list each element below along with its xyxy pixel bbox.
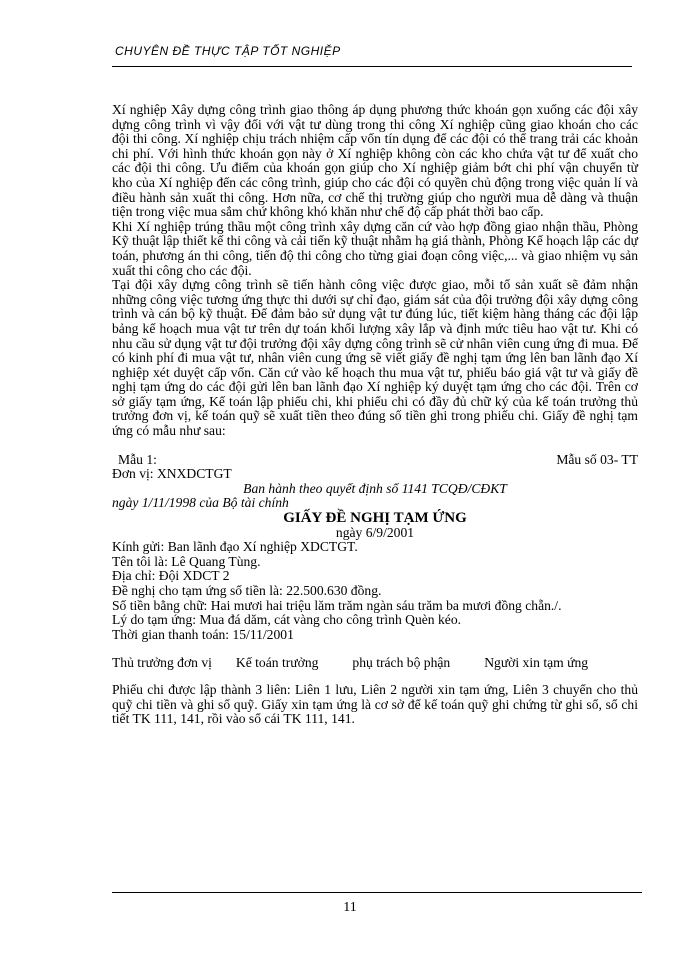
form-meta-row <box>118 453 638 468</box>
signature-chief-accountant: Kế toán trưởng <box>235 655 319 671</box>
signature-director: Thủ trưởng đơn vị <box>112 655 212 671</box>
paragraph-1: Xí nghiệp Xây dựng công trình giao thông áp dụng phương thức khoán gọn xuống các đội xây dựng công trình vì vậy đối với vật tư dùng trong thi công Xí nghiệp cũng giao khoán cho các đội thi công. Xí nghiệp chịu trách nhiệm cấp vốn tín dụng để các đội có thể trang trải các khoản chi phí. Với hình thức khoán gọn này ở Xí nghiệp không còn các kho chứa vật tư để xuất cho các đội thi công. Ưu điểm của khoán gọn giúp cho Xí nghiệp giảm bớt chi phí vận chuyển từ kho của Xí nghiệp đến các công trình, giúp cho các đội có quyền chủ động trong việc quản lí và điều hành sản xuất thi công. Hơn nữa, cơ chế thị trường giúp cho người mua dễ dàng và thuận tiện trong việc mua sắm chứ không khó khăn như chế độ cấp phát thời bao cấp. <box>112 102 638 220</box>
document-body <box>112 103 638 727</box>
form-issued-by: Ban hành theo quyết định số 1141 TCQĐ/CĐKT <box>243 480 507 496</box>
header-rule <box>112 66 632 67</box>
form-payment-date: Thời gian thanh toán: 15/11/2001 <box>112 626 294 642</box>
closing-paragraph: Phiếu chi được lập thành 3 liên: Liên 1 lưu, Liên 2 người xin tạm ứng, Liên 3 chuyển cho thủ quỹ chi tiền và ghi sổ quỹ. Giấy xin tạm ứng là cơ sở để kế toán quỹ ghi chứng từ ghi sổ, sổ chi tiết TK 111, 141, rồi vào sổ cái TK 111, 141. <box>112 681 638 727</box>
form-reason: Lý do tạm ứng: Mua đá dăm, cát vàng cho công trình Quèn kéo. <box>112 612 462 628</box>
signature-row <box>112 656 638 671</box>
signature-applicant: Người xin tạm ứng <box>484 655 589 671</box>
form-title: GIẤY ĐỀ NGHỊ TẠM ỨNG <box>283 510 467 527</box>
page-number: 11 <box>343 900 357 915</box>
form-date: ngày 6/9/2001 <box>335 524 415 540</box>
form-amount: Đề nghị cho tạm ứng số tiền là: 22.500.630 đồng. <box>112 583 382 598</box>
form-address: Địa chỉ: Đội XDCT 2 <box>112 568 230 584</box>
page-header-title: CHUYÊN ĐỀ THỰC TẬP TỐT NGHIỆP <box>115 44 341 58</box>
form-name: Tên tôi là: Lê Quang Tùng. <box>112 553 261 569</box>
form-issued-date: ngày 1/11/1998 của Bộ tài chính <box>112 495 289 511</box>
form-recipient: Kính gửi: Ban lãnh đạo Xí nghiệp XDCTGT. <box>112 539 358 555</box>
form-amount-words: Số tiền bằng chữ: Hai mươi hai triệu lăm trăm ngàn sáu trăm ba mươi đồng chẵn./. <box>112 597 562 613</box>
form-template-label: Mẫu 1: <box>118 451 157 467</box>
paragraph-3: Tại đội xây dựng công trình sẽ tiến hành công việc được giao, mỗi tổ sản xuất sẽ đảm nhận những công việc tương ứng thực thi dưới sự chỉ đạo, giám sát của đội trưởng đội xây dựng công trình và cán bộ kỹ thuật. Để đảm bảo sử dụng vật tư đúng lúc, tiết kiệm hàng tháng các đội lập bảng kế hoạch mua vật tư trên dự toán khối lượng xây lắp và định mức tiêu hao vật tư. Khi có nhu cầu sử dụng vật tư đội trưởng đội xây dựng công trình sẽ cử nhân viên cung ứng đi mua. Để có kinh phí đi mua vật tư, nhân viên cung ứng sẽ viết giấy đề nghị tạm ứng lên ban lãnh đạo Xí nghiệp xét duyệt cấp vốn. Căn cứ vào kế hoạch thu mua vật tư, phiếu báo giá vật tư và giấy đề nghị tạm ứng do các đội gửi lên ban lãnh đạo Xí nghiệp ký duyệt tạm ứng cho các đội. Trên cơ sở giấy tạm ứng, Kế toán lập phiếu chi, khi phiếu chi có đầy đủ chữ ký của kế toán trưởng thủ trưởng đơn vị, kế toán quỹ sẽ xuất tiền theo đúng số tiền ghi trong phiếu chi. Giấy đề nghị tạm ứng có mẫu như sau: <box>112 277 638 439</box>
form-number: Mẫu số 03- TT <box>556 451 638 467</box>
signature-department-head: phụ trách bộ phận <box>352 655 451 671</box>
footer-rule <box>112 892 642 893</box>
paragraph-2: Khi Xí nghiệp trúng thầu một công trình xây dựng căn cứ vào hợp đồng giao nhận thầu, Phòng Kỹ thuật lập thiết kế thi công và cải tiến kỹ thuật nhằm hạ giá thành, Phòng Kế hoạch lập các dự toán, phương án thi công, tiến độ thi công cho từng giai đoạn công việc,... và giao nhiệm vụ sản xuất thi công cho các đội. <box>112 218 638 278</box>
form-unit: Đơn vị: XNXDCTGT <box>112 466 232 482</box>
